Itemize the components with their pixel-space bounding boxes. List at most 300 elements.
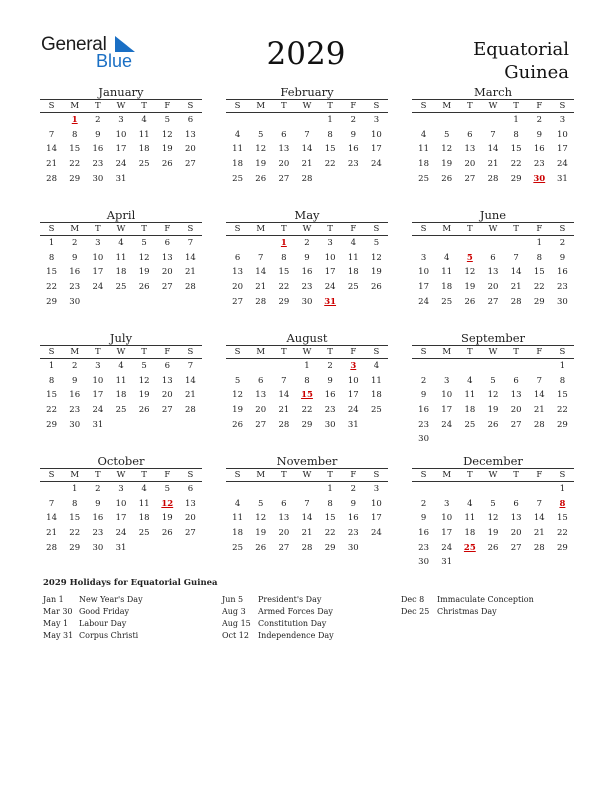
day-cell: 2 (95, 484, 101, 495)
day-cell: 1 (304, 361, 310, 372)
empty-day-cell (551, 555, 574, 570)
day-cell: 1 (536, 238, 542, 249)
day-cell: 18 (418, 159, 429, 170)
holiday-name: Armed Forces Day (258, 607, 333, 616)
day-cell: 3 (95, 238, 101, 249)
day-cell: 27 (510, 419, 522, 430)
weekday-header: S (179, 346, 202, 359)
day-cell: 6 (513, 498, 519, 509)
holidays-column (43, 594, 143, 642)
day-cell: 2 (95, 115, 101, 126)
holiday-date: Jun 5 (222, 595, 244, 604)
day-cell: 28 (487, 173, 499, 184)
empty-day-cell (249, 359, 272, 374)
holiday-entry (401, 606, 534, 618)
day-cell: 7 (187, 361, 194, 372)
week-row (412, 280, 574, 295)
empty-day-cell (505, 482, 528, 497)
day-cell: 3 (327, 238, 333, 249)
day-cell: 2 (350, 115, 356, 126)
day-cell: 20 (510, 528, 522, 539)
day-cell: 28 (185, 282, 196, 293)
day-cell: 27 (185, 528, 196, 539)
holiday-date: Oct 12 (222, 631, 249, 640)
holiday-name: Independence Day (258, 631, 334, 640)
day-cell: 24 (115, 159, 127, 170)
day-cell: 11 (418, 144, 429, 155)
day-cell: 20 (464, 159, 476, 170)
month-march (412, 85, 574, 186)
day-cell: 9 (350, 129, 356, 140)
day-cell: 27 (278, 173, 290, 184)
day-cell: 18 (232, 159, 243, 170)
day-cell: 2 (72, 238, 78, 249)
weekday-header: S (551, 100, 574, 113)
day-cell: 4 (141, 484, 147, 495)
weekday-header: W (109, 346, 132, 359)
day-cell: 7 (490, 129, 496, 140)
day-cell: 27 (464, 173, 476, 184)
day-cell: 10 (441, 390, 453, 401)
day-cell: 21 (46, 528, 57, 539)
day-cell: 4 (467, 375, 473, 386)
month-title: November (276, 454, 338, 468)
day-cell: 25 (232, 542, 243, 553)
day-cell: 10 (557, 129, 568, 140)
day-cell: 15 (324, 513, 336, 524)
day-cell: 18 (138, 513, 150, 524)
month-title: April (106, 208, 136, 222)
day-cell: 6 (281, 129, 287, 140)
day-cell: 6 (490, 252, 496, 263)
day-cell: 17 (441, 528, 453, 539)
day-cell: 17 (324, 267, 336, 278)
day-cell: 26 (487, 542, 499, 553)
week-row (40, 511, 202, 526)
empty-day-cell (249, 482, 272, 497)
day-cell: 2 (72, 361, 78, 372)
holiday-entry (222, 618, 334, 630)
day-cell: 25 (115, 282, 127, 293)
day-cell: 18 (115, 267, 127, 278)
empty-day-cell (505, 555, 528, 570)
day-cell: 15 (324, 144, 336, 155)
day-cell: 21 (301, 159, 313, 170)
weekday-header: T (272, 346, 295, 359)
day-cell: 12 (487, 390, 499, 401)
day-cell: 31 (441, 557, 453, 568)
empty-day-cell (505, 236, 528, 251)
day-cell: 26 (232, 419, 243, 430)
empty-day-cell (412, 482, 435, 497)
month-august (226, 331, 388, 432)
day-cell: 27 (510, 542, 522, 553)
day-cell: 5 (490, 375, 496, 386)
weekday-header: T (272, 469, 295, 482)
month-october (40, 454, 202, 555)
day-cell: 13 (185, 129, 196, 140)
week-row (40, 113, 202, 128)
day-cell: 13 (161, 375, 173, 386)
day-cell: 17 (92, 390, 104, 401)
week-row (40, 294, 202, 309)
empty-day-cell (156, 294, 179, 309)
day-cell: 27 (278, 542, 290, 553)
week-row (412, 403, 574, 418)
day-cell: 11 (232, 513, 243, 524)
empty-day-cell (435, 482, 458, 497)
holiday-day-cell: 1 (71, 115, 78, 126)
week-row (412, 359, 574, 374)
day-cell: 9 (95, 129, 101, 140)
day-cell: 15 (557, 390, 568, 401)
weekday-header: S (365, 346, 388, 359)
day-cell: 13 (464, 144, 476, 155)
day-cell: 21 (487, 159, 499, 170)
day-cell: 6 (281, 498, 287, 509)
day-cell: 21 (46, 159, 57, 170)
day-cell: 14 (46, 513, 57, 524)
holiday-day-cell: 1 (280, 238, 287, 249)
day-cell: 27 (487, 296, 499, 307)
weekday-header: W (481, 223, 504, 236)
weekday-header: S (551, 469, 574, 482)
month-table (226, 99, 388, 186)
empty-day-cell (272, 359, 295, 374)
empty-day-cell (295, 113, 318, 128)
day-cell: 26 (464, 296, 476, 307)
day-cell: 13 (510, 513, 522, 524)
day-cell: 10 (441, 513, 453, 524)
day-cell: 17 (115, 144, 127, 155)
week-row (40, 128, 202, 143)
day-cell: 15 (46, 390, 57, 401)
holiday-name: President's Day (258, 595, 322, 604)
day-cell: 23 (69, 282, 81, 293)
day-cell: 1 (72, 484, 78, 495)
day-cell: 21 (185, 267, 196, 278)
empty-day-cell (412, 359, 435, 374)
day-cell: 16 (347, 144, 359, 155)
day-cell: 5 (164, 484, 170, 495)
day-cell: 10 (115, 129, 127, 140)
day-cell: 30 (69, 419, 81, 430)
day-cell: 22 (278, 282, 290, 293)
day-cell: 7 (187, 238, 194, 249)
day-cell: 21 (255, 282, 267, 293)
week-row (226, 142, 388, 157)
weekday-header: F (156, 346, 179, 359)
holiday-day-cell: 8 (559, 498, 566, 509)
day-cell: 11 (115, 375, 127, 386)
weekday-header: M (249, 469, 272, 482)
day-cell: 29 (533, 296, 545, 307)
empty-day-cell (109, 294, 132, 309)
day-cell: 8 (536, 252, 542, 263)
month-table (40, 468, 202, 555)
weekday-header: S (179, 100, 202, 113)
day-cell: 9 (536, 129, 542, 140)
day-cell: 24 (371, 528, 382, 539)
country-name (473, 38, 569, 84)
day-cell: 16 (418, 528, 429, 539)
holiday-date: Mar 30 (43, 607, 73, 616)
empty-day-cell (365, 171, 388, 186)
month-january (40, 85, 202, 186)
day-cell: 16 (418, 405, 429, 416)
week-row (412, 432, 574, 447)
weekday-header: T (86, 223, 109, 236)
day-cell: 8 (72, 498, 78, 509)
day-cell: 21 (185, 390, 196, 401)
day-cell: 24 (92, 282, 104, 293)
day-cell: 4 (118, 361, 124, 372)
weekday-header: T (505, 100, 528, 113)
empty-day-cell (226, 482, 249, 497)
day-cell: 30 (418, 557, 429, 568)
day-cell: 22 (46, 282, 57, 293)
day-cell: 19 (371, 267, 382, 278)
day-cell: 12 (138, 375, 150, 386)
day-cell: 3 (444, 498, 450, 509)
day-cell: 9 (420, 513, 427, 524)
day-cell: 3 (559, 115, 566, 126)
holiday-day-cell: 31 (324, 296, 337, 307)
empty-day-cell (458, 432, 481, 447)
day-cell: 20 (185, 513, 196, 524)
month-december (412, 454, 574, 570)
holiday-entry (43, 630, 143, 642)
empty-day-cell (133, 417, 156, 432)
day-cell: 12 (255, 144, 267, 155)
weekday-header: F (156, 469, 179, 482)
day-cell: 17 (115, 513, 127, 524)
week-row (226, 403, 388, 418)
day-cell: 13 (487, 267, 499, 278)
empty-day-cell (133, 540, 156, 555)
day-cell: 26 (371, 282, 382, 293)
empty-day-cell (179, 417, 202, 432)
day-cell: 8 (304, 375, 310, 386)
day-cell: 19 (255, 159, 267, 170)
month-title: September (460, 331, 526, 345)
day-cell: 22 (557, 405, 568, 416)
day-cell: 9 (72, 252, 78, 263)
day-cell: 29 (46, 296, 57, 307)
month-table (40, 222, 202, 309)
day-cell: 16 (324, 390, 336, 401)
day-cell: 26 (255, 173, 267, 184)
weekday-header: F (342, 469, 365, 482)
empty-day-cell (435, 359, 458, 374)
day-cell: 26 (138, 282, 150, 293)
month-june (412, 208, 574, 309)
day-cell: 14 (301, 144, 313, 155)
day-cell: 8 (48, 375, 55, 386)
month-table (412, 468, 574, 570)
day-cell: 16 (92, 513, 104, 524)
empty-day-cell (458, 113, 481, 128)
holiday-name: Immaculate Conception (437, 595, 534, 604)
holidays-title: 2029 Holidays for Equatorial Guinea (43, 578, 218, 588)
day-cell: 20 (278, 528, 290, 539)
week-row (226, 128, 388, 143)
empty-day-cell (505, 359, 528, 374)
day-cell: 5 (490, 498, 496, 509)
weekday-header: T (458, 223, 481, 236)
day-cell: 5 (164, 115, 170, 126)
day-cell: 20 (510, 405, 522, 416)
holiday-day-cell: 3 (350, 361, 357, 372)
week-row (40, 359, 202, 374)
day-cell: 2 (420, 498, 427, 509)
week-row (412, 265, 574, 280)
weekday-header: S (179, 469, 202, 482)
day-cell: 23 (347, 159, 359, 170)
day-cell: 5 (258, 498, 264, 509)
day-cell: 12 (255, 513, 267, 524)
day-cell: 13 (185, 498, 196, 509)
holiday-entry (43, 618, 143, 630)
weekday-header: W (481, 469, 504, 482)
day-cell: 18 (464, 528, 476, 539)
day-cell: 18 (138, 144, 150, 155)
day-cell: 30 (324, 419, 336, 430)
week-row (412, 142, 574, 157)
month-title: October (97, 454, 145, 468)
week-row (226, 171, 388, 186)
empty-day-cell (551, 432, 574, 447)
weekday-header: F (156, 100, 179, 113)
day-cell: 28 (533, 542, 545, 553)
day-cell: 12 (138, 252, 150, 263)
empty-day-cell (458, 482, 481, 497)
month-september (412, 331, 574, 447)
day-cell: 21 (301, 528, 313, 539)
day-cell: 5 (373, 238, 380, 249)
weekday-header: M (435, 469, 458, 482)
day-cell: 10 (371, 498, 382, 509)
weekday-header: F (528, 100, 551, 113)
day-cell: 19 (487, 405, 499, 416)
day-cell: 30 (301, 296, 313, 307)
holiday-day-cell: 30 (533, 173, 546, 184)
day-cell: 27 (255, 419, 267, 430)
day-cell: 26 (138, 405, 150, 416)
day-cell: 9 (304, 252, 310, 263)
day-cell: 24 (371, 159, 382, 170)
day-cell: 14 (185, 252, 196, 263)
empty-day-cell (528, 482, 551, 497)
day-cell: 17 (371, 144, 382, 155)
month-title: March (474, 85, 512, 99)
week-row (412, 294, 574, 309)
week-row (40, 374, 202, 389)
weekday-header: W (481, 346, 504, 359)
empty-day-cell (86, 294, 109, 309)
weekday-header: F (528, 223, 551, 236)
weekday-header: S (40, 100, 63, 113)
day-cell: 12 (371, 252, 382, 263)
day-cell: 14 (533, 390, 545, 401)
day-cell: 3 (373, 484, 380, 495)
day-cell: 30 (557, 296, 568, 307)
day-cell: 22 (510, 159, 522, 170)
day-cell: 4 (444, 252, 450, 263)
day-cell: 1 (513, 115, 519, 126)
weekday-header: S (412, 100, 435, 113)
day-cell: 29 (69, 173, 81, 184)
weekday-header: M (249, 346, 272, 359)
empty-day-cell (365, 540, 388, 555)
day-cell: 12 (441, 144, 453, 155)
day-cell: 28 (46, 542, 57, 553)
day-cell: 13 (255, 390, 267, 401)
weekday-header: T (272, 223, 295, 236)
day-cell: 23 (418, 419, 429, 430)
day-cell: 16 (347, 513, 359, 524)
day-cell: 29 (557, 542, 568, 553)
day-cell: 20 (185, 144, 196, 155)
day-cell: 16 (557, 267, 568, 278)
holiday-name: Christmas Day (437, 607, 497, 616)
day-cell: 5 (234, 375, 241, 386)
day-cell: 5 (444, 129, 450, 140)
day-cell: 9 (350, 498, 356, 509)
day-cell: 8 (559, 375, 566, 386)
day-cell: 27 (161, 405, 173, 416)
empty-day-cell (528, 432, 551, 447)
day-cell: 23 (92, 159, 104, 170)
day-cell: 15 (278, 267, 290, 278)
empty-day-cell (365, 294, 388, 309)
empty-day-cell (179, 171, 202, 186)
day-cell: 16 (301, 267, 313, 278)
day-cell: 30 (92, 173, 104, 184)
weekday-header: W (295, 223, 318, 236)
empty-day-cell (156, 171, 179, 186)
week-row (226, 511, 388, 526)
day-cell: 30 (69, 296, 81, 307)
day-cell: 31 (347, 419, 359, 430)
day-cell: 23 (324, 405, 336, 416)
day-cell: 4 (118, 238, 124, 249)
day-cell: 27 (161, 282, 173, 293)
day-cell: 23 (533, 159, 545, 170)
day-cell: 1 (327, 484, 333, 495)
day-cell: 19 (255, 528, 267, 539)
day-cell: 15 (557, 513, 568, 524)
day-cell: 3 (118, 484, 124, 495)
weekday-header: T (505, 346, 528, 359)
day-cell: 11 (441, 267, 453, 278)
logo-word-general: General (41, 34, 107, 55)
day-cell: 25 (371, 405, 382, 416)
day-cell: 25 (232, 173, 243, 184)
day-cell: 25 (464, 419, 476, 430)
empty-day-cell (458, 236, 481, 251)
day-cell: 24 (324, 282, 336, 293)
weekday-header: M (63, 469, 86, 482)
weekday-header: S (551, 223, 574, 236)
day-cell: 25 (441, 296, 453, 307)
day-cell: 22 (46, 405, 57, 416)
empty-day-cell (481, 482, 504, 497)
day-cell: 19 (138, 390, 150, 401)
day-cell: 8 (72, 129, 78, 140)
holiday-entry (222, 630, 334, 642)
holiday-name: Constitution Day (258, 619, 327, 628)
